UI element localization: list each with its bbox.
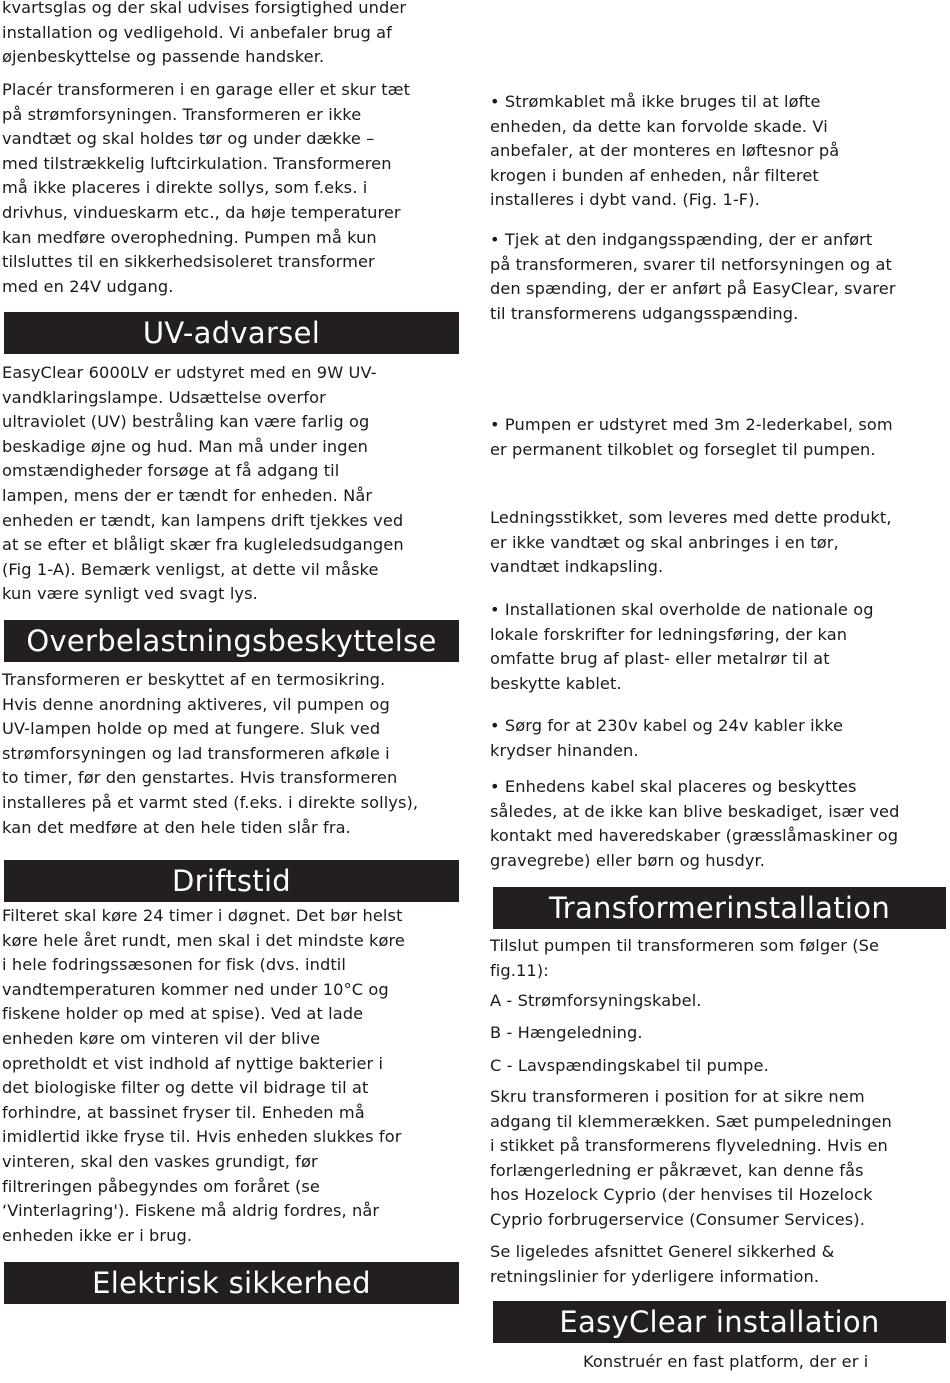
connect-paragraph: Tilslut pumpen til transformeren som følger (Se fig.11): — [490, 936, 880, 980]
uv-warning-heading: UV-advarsel — [4, 312, 459, 354]
uv-warning-paragraph: EasyClear 6000LV er udstyret med en 9W UV- vandklaringslampe. Udsættelse overfor ultraviolet (UV) bestråling kan være farlig og beskadige øjne og hud. Man må under ingen omstændigheder forsøge at få adgang til lampen, mens der er tændt for enheden. Når enheden er tændt, kan lampens drift tjekkes ved at se efter et blåligt skær fra kugleledsudgangen (Fig 1-A). Bemærk venligst, at dette vil måske kun være synligt ved svagt lys. — [2, 363, 404, 604]
screw-transformer-paragraph: Skru transformeren i position for at sikre nem adgang til klemmerækken. Sæt pumpeledningen i stikket på transformerens flyveledning. Hvis en forlængerledning er påkrævet, kan denne fås hos Hozelock Cyprio (der henvises til Hozelock Cyprio forbrugerservice (Consumer Services). — [490, 1087, 892, 1229]
runtime-paragraph: Filteret skal køre 24 timer i døgnet. Det bør helst køre hele året rundt, men skal i det mindste køre i hele fodringssæsonen for fisk (dvs. indtil vandtemperaturen kommer ned under 10°C og fiskene holder op med at spise). Ved at lade enheden køre om vinteren vil der blive opretholdt et vist indhold af nyttige bakterier i det biologiske filter og dette vil bidrage til at forhindre, at bassinet fryser til. Enheden må imidlertid ikke fryse til. Hvis enheden slukkes for vinteren, skal den vaskes grundigt, før filtreringen påbegyndes om foråret (se ‘Vinterlagring'). Fiskene må aldrig fordres, når enheden ikke er i brug. — [2, 906, 405, 1245]
item-b: B - Hængeledning. — [490, 1023, 643, 1042]
bullet-cable-protection: • Enhedens kabel skal placeres og beskyttes således, at de ikke kan blive beskadiget, især ved kontakt med haveredskaber (græsslåmaskiner og gravegrebe) eller børn og husdyr. — [490, 777, 900, 870]
bullet-voltage-check: • Tjek at den indgangsspænding, der er anført på transformeren, svarer til netforsyningen og at den spænding, der er anført på EasyClear, svarer til transformerens udgangsspænding. — [490, 230, 896, 323]
overload-protection-paragraph: Transformeren er beskyttet af en termosikring. Hvis denne anordning aktiveres, vil pumpen og UV-lampen holde op med at fungere. Sluk ved strømforsyningen og lad transformeren afkøle i to timer, før den genstartes. Hvis transformeren installeres på et varmt sted (f.eks. i direkte sollys), kan det medføre at den hele tiden slår fra. — [2, 670, 419, 837]
transformer-placement-paragraph: Placér transformeren i en garage eller et skur tæt på strømforsyningen. Transformeren er ikke vandtæt og skal holdes tør og under dække – med tilstrækkelig luftcirkulation. Transformeren må ikke placeres i direkte sollys, som f.eks. i drivhus, vindueskarm etc., da høje temperaturer kan medføre overophedning. Pumpen må kun tilsluttes til en sikkerhedsisoleret transformer med en 24V udgang. — [2, 80, 411, 296]
platform-paragraph: Konstruér en fast platform, der er i — [583, 1352, 869, 1371]
runtime-heading: Driftstid — [4, 860, 459, 902]
bullet-cable-crossing: • Sørg for at 230v kabel og 24v kabler ikke krydser hinanden. — [490, 716, 844, 760]
transformer-installation-heading: Transformerinstallation — [493, 887, 946, 929]
plug-paragraph: Ledningsstikket, som leveres med dette produkt, er ikke vandtæt og skal anbringes i en tør, vandtæt indkapsling. — [490, 508, 892, 577]
easyclear-installation-heading: EasyClear installation — [493, 1301, 946, 1343]
overload-protection-heading: Overbelastningsbeskyttelse — [4, 620, 459, 662]
intro-tail-paragraph: kvartsglas og der skal udvises forsigtighed under installation og vedligehold. Vi anbefaler brug af øjenbeskyttelse og passende handsker. — [2, 0, 407, 67]
bullet-regulations: • Installationen skal overholde de nationale og lokale forskrifter for ledningsføring, der kan omfatte brug af plast- eller metalrør til at beskytte kablet. — [490, 600, 874, 693]
bullet-pump-cable: • Pumpen er udstyret med 3m 2-lederkabel, som er permanent tilkoblet og forseglet til pumpen. — [490, 415, 893, 459]
item-a: A - Strømforsyningskabel. — [490, 991, 702, 1010]
item-c: C - Lavspændingskabel til pumpe. — [490, 1056, 769, 1075]
electrical-safety-heading: Elektrisk sikkerhed — [4, 1262, 459, 1304]
see-also-paragraph: Se ligeledes afsnittet Generel sikkerhed & retningslinier for yderligere information. — [490, 1242, 835, 1286]
bullet-cable-lift: • Strømkablet må ikke bruges til at løfte enheden, da dette kan forvolde skade. Vi anbefaler, at der monteres en løftesnor på krogen i bunden af enheden, når filteret installeres i dybt vand. (Fig. 1-F). — [490, 92, 840, 210]
